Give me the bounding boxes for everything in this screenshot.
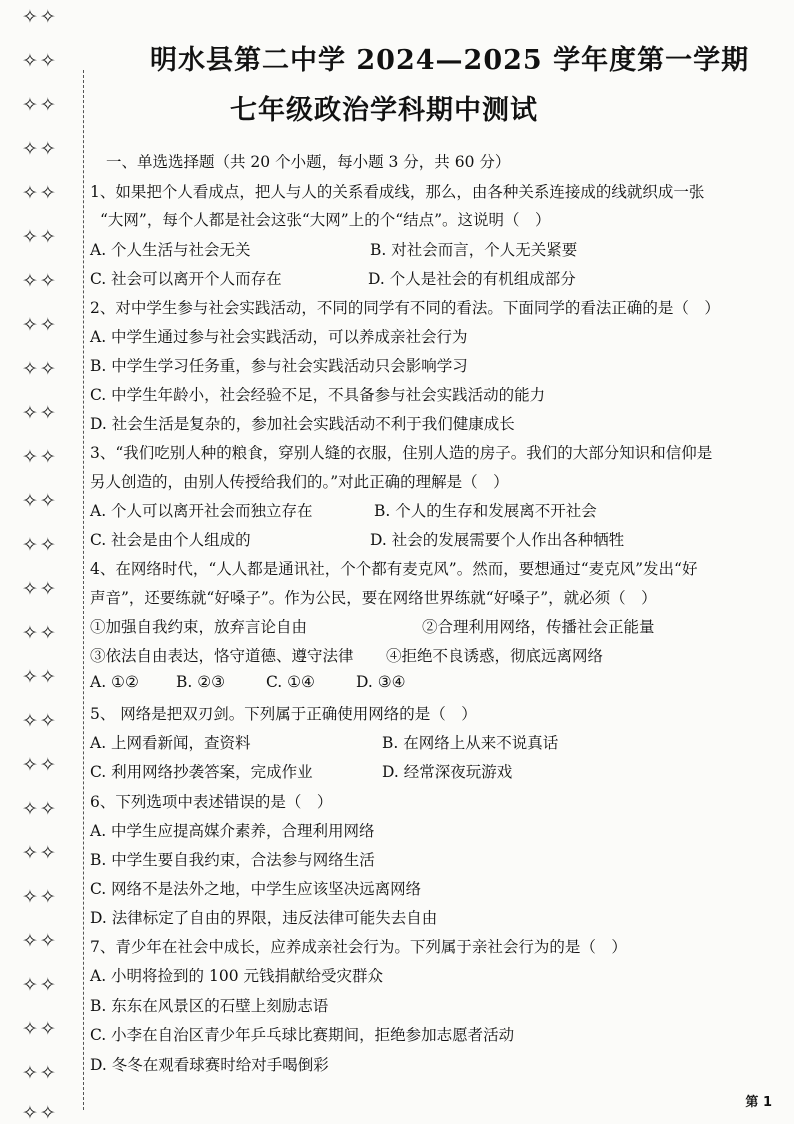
binding-mark: ✧✧: [22, 270, 58, 292]
question-3-option-b: B. 个人的生存和发展离不开社会: [374, 502, 597, 520]
binding-mark: ✧✧: [22, 710, 58, 732]
question-2-option-d: D. 社会生活是复杂的，参加社会实践活动不利于我们健康成长: [90, 415, 515, 433]
question-7-option-a: A. 小明将捡到的 100 元钱捐献给受灾群众: [90, 967, 383, 985]
section-heading: 一、单选选择题（共 20 个小题，每小题 3 分，共 60 分）: [106, 153, 511, 171]
question-1-stem: “大网”，每个人都是社会这张“大网”上的个“结点”。这说明（ ）: [100, 211, 551, 229]
binding-mark: ✧✧: [22, 446, 58, 468]
question-5-option-a: A. 上网看新闻，查资料: [90, 734, 251, 752]
binding-mark: ✧✧: [22, 138, 58, 160]
binding-mark: ✧✧: [22, 1062, 58, 1084]
question-5-option-b: B. 在网络上从来不说真话: [382, 734, 559, 752]
binding-mark: ✧✧: [22, 974, 58, 996]
question-2-option-a: A. 中学生通过参与社会实践活动，可以养成亲社会行为: [90, 328, 468, 346]
question-7-stem: 7、青少年在社会中成长，应养成亲社会行为。下列属于亲社会行为的是（ ）: [90, 938, 627, 956]
question-1-option-c: C. 社会可以离开个人而存在: [90, 270, 282, 288]
binding-mark: ✧✧: [22, 578, 58, 600]
exam-title-school: 明水县第二中学 2024—2025 学年度第一学期: [150, 45, 750, 76]
question-6-option-a: A. 中学生应提高媒介素养，合理利用网络: [90, 822, 375, 840]
binding-mark: ✧✧: [22, 1018, 58, 1040]
question-4-option-d: D. ③④: [356, 673, 406, 691]
question-4-option-c: C. ①④: [266, 673, 315, 691]
question-5-option-c: C. 利用网络抄袭答案，完成作业: [90, 763, 313, 781]
binding-mark: ✧✧: [22, 94, 58, 116]
question-6-option-b: B. 中学生要自我约束，合法参与网络生活: [90, 851, 375, 869]
binding-mark: ✧✧: [22, 182, 58, 204]
binding-mark: ✧✧: [22, 50, 58, 72]
binding-mark: ✧✧: [22, 622, 58, 644]
question-3-option-c: C. 社会是由个人组成的: [90, 531, 251, 549]
page-number: 第 1: [745, 1095, 772, 1110]
question-1-option-a: A. 个人生活与社会无关: [90, 241, 251, 259]
question-4-statement-3: ③依法自由表达，恪守道德、遵守法律: [90, 647, 354, 665]
question-4-option-a: A. ①②: [90, 673, 139, 691]
question-5-stem: 5、 网络是把双刃剑。下列属于正确使用网络的是（ ）: [90, 705, 477, 723]
exam-title-subject: 七年级政治学科期中测试: [230, 95, 538, 126]
binding-mark: ✧✧: [22, 226, 58, 248]
question-3-option-a: A. 个人可以离开社会而独立存在: [90, 502, 313, 520]
question-1-option-b: B. 对社会而言，个人无关紧要: [370, 241, 578, 259]
question-5-option-d: D. 经常深夜玩游戏: [382, 763, 513, 781]
question-1-option-d: D. 个人是社会的有机组成部分: [368, 270, 576, 288]
binding-mark: ✧✧: [22, 358, 58, 380]
question-6-stem: 6、下列选项中表述错误的是（ ）: [90, 793, 333, 811]
binding-mark: ✧✧: [22, 490, 58, 512]
question-7-option-b: B. 东东在风景区的石壁上刻励志语: [90, 997, 329, 1015]
question-7-option-c: C. 小李在自治区青少年乒乓球比赛期间，拒绝参加志愿者活动: [90, 1026, 515, 1044]
question-4-option-b: B. ②③: [176, 673, 226, 691]
binding-mark: ✧✧: [22, 886, 58, 908]
binding-dashed-line: [83, 70, 84, 1110]
question-3-option-d: D. 社会的发展需要个人作出各种牺牲: [370, 531, 625, 549]
binding-mark: ✧✧: [22, 666, 58, 688]
binding-mark: ✧✧: [22, 1102, 58, 1124]
question-2-option-b: B. 中学生学习任务重，参与社会实践活动只会影响学习: [90, 357, 468, 375]
question-4-statement-2: ②合理利用网络，传播社会正能量: [422, 618, 655, 636]
question-3-stem: 3、“我们吃别人种的粮食，穿别人缝的衣服，住别人造的房子。我们的大部分知识和信仰是: [90, 444, 713, 462]
question-4-statement-1: ①加强自我约束，放弃言论自由: [90, 618, 308, 636]
exam-page: [90, 0, 770, 1124]
question-4-stem: 4、在网络时代，“人人都是通讯社，个个都有麦克风”。然而，要想通过“麦克风”发出“好: [90, 560, 698, 578]
binding-mark: ✧✧: [22, 314, 58, 336]
binding-margin: [0, 0, 84, 1124]
question-2-stem: 2、对中学生参与社会实践活动，不同的同学有不同的看法。下面同学的看法正确的是（ ）: [90, 299, 720, 317]
binding-mark: ✧✧: [22, 930, 58, 952]
question-7-option-d: D. 冬冬在观看球赛时给对手喝倒彩: [90, 1056, 329, 1074]
binding-mark: ✧✧: [22, 6, 58, 28]
binding-mark: ✧✧: [22, 798, 58, 820]
question-6-option-c: C. 网络不是法外之地，中学生应该坚决远离网络: [90, 880, 422, 898]
question-2-option-c: C. 中学生年龄小，社会经验不足，不具备参与社会实践活动的能力: [90, 386, 546, 404]
question-3-stem: 另人创造的，由别人传授给我们的。”对此正确的理解是（ ）: [90, 473, 509, 491]
binding-mark: ✧✧: [22, 754, 58, 776]
question-4-statement-4: ④拒绝不良诱惑，彻底远离网络: [386, 647, 604, 665]
question-6-option-d: D. 法律标定了自由的界限，违反法律可能失去自由: [90, 909, 438, 927]
question-1-stem: 1、如果把个人看成点，把人与人的关系看成线，那么，由各种关系连接成的线就织成一张: [90, 183, 705, 201]
binding-mark: ✧✧: [22, 842, 58, 864]
binding-mark: ✧✧: [22, 534, 58, 556]
question-4-stem: 声音”，还要练就“好嗓子”。作为公民，要在网络世界练就“好嗓子”，就必须（ ）: [90, 589, 657, 607]
binding-mark: ✧✧: [22, 402, 58, 424]
